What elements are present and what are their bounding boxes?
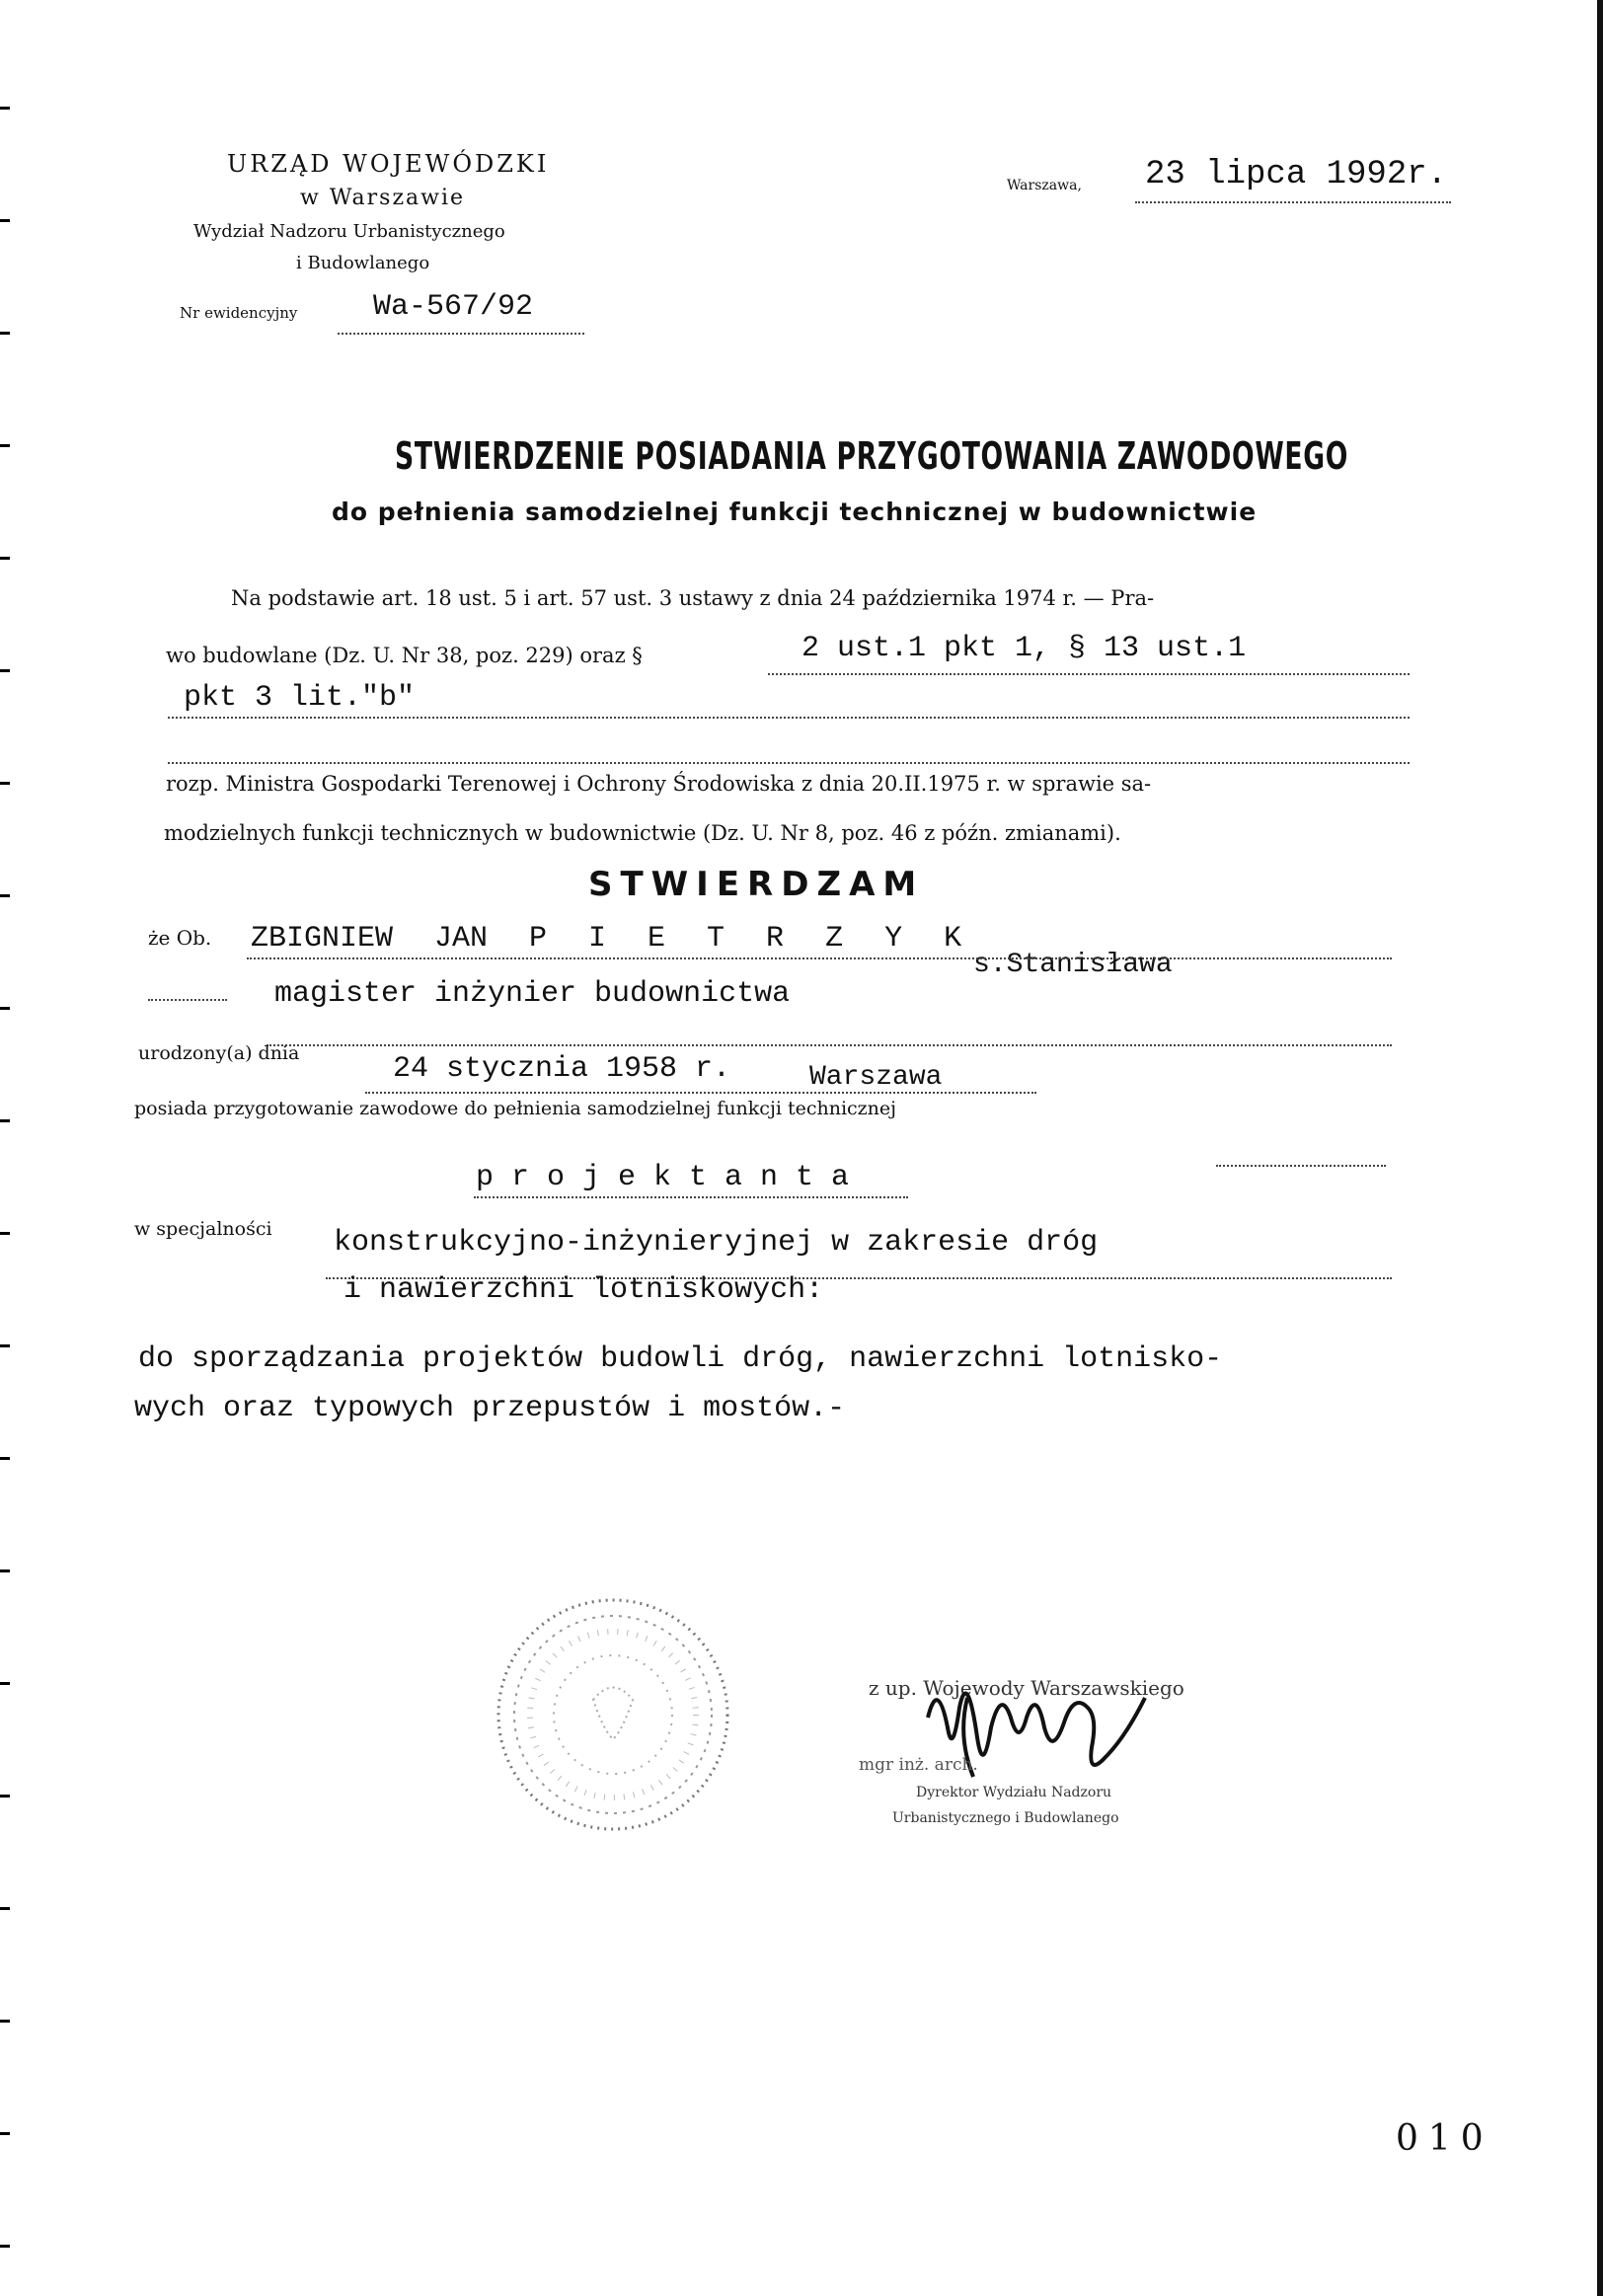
basis-line-2: wo budowlane (Dz. U. Nr 38, poz. 229) oraz §: [166, 644, 643, 667]
basis-line-1: Na podstawie art. 18 ust. 5 i art. 57 ust. 3 ustawy z dnia 24 października 1974 r. — Pra-: [231, 586, 1155, 610]
person-label: że Ob.: [148, 926, 212, 950]
scan-edge: [1597, 0, 1603, 2296]
office-city: w Warszawie: [300, 186, 466, 210]
official-seal: [490, 1591, 736, 1838]
person-degree: magister inżynier budownictwa: [274, 977, 791, 1011]
basis-paragraph-ref-2: pkt 3 lit."b": [184, 681, 416, 715]
section-heading: STWIERDZAM: [588, 865, 925, 904]
specialty-label: w specjalności: [134, 1218, 272, 1240]
office-name: URZĄD WOJEWÓDZKI: [227, 150, 550, 178]
basis-paragraph-ref: 2 ust.1 pkt 1, § 13 ust.1: [802, 632, 1247, 665]
person-name: ZBIGNIEW JAN P I E T R Z Y K: [251, 922, 962, 956]
document-subtitle: do pełnienia samodzielnej funkcji technicznej w budownictwie: [332, 497, 1258, 526]
signature-line-4: Urbanistycznego i Budowlanego: [892, 1810, 1119, 1826]
birth-date: 24 stycznia 1958 r.: [393, 1052, 731, 1086]
signature-line-3: Dyrektor Wydziału Nadzoru: [916, 1785, 1112, 1800]
page-number: 010: [1396, 2118, 1493, 2159]
signature-line-1: z up. Wojewody Warszawskiego: [869, 1676, 1184, 1700]
registry-label: Nr ewidencyjny: [180, 304, 298, 322]
signature-line-2: mgr inż. arch.: [859, 1755, 978, 1775]
date-value: 23 lipca 1992r.: [1145, 156, 1448, 193]
person-parent: s.Stanisława: [973, 950, 1173, 980]
office-department-2: i Budowlanego: [296, 253, 430, 273]
specialty-line-2: i nawierzchni lotniskowych:: [344, 1273, 824, 1307]
date-place: Warszawa,: [1007, 178, 1082, 193]
handwritten-signature: [908, 1658, 1224, 1797]
function-intro: posiada przygotowanie zawodowe do pełnienia samodzielnej funkcji technicznej: [134, 1098, 897, 1119]
scope-line-1: do sporządzania projektów budowli dróg, nawierzchni lotnisko-: [138, 1342, 1223, 1376]
function-role: p r o j e k t a n t a: [476, 1161, 850, 1194]
office-department: Wydział Nadzoru Urbanistycznego: [193, 221, 505, 242]
registry-number: Wa-567/92: [373, 290, 534, 324]
document-title: STWIERDZENIE POSIADANIA PRZYGOTOWANIA ZAWODOWEGO: [395, 434, 1349, 478]
scope-line-2: wych oraz typowych przepustów i mostów.-: [134, 1392, 846, 1425]
basis-line-4: rozp. Ministra Gospodarki Terenowej i Ochrony Środowiska z dnia 20.II.1975 r. w sprawie sa-: [166, 772, 1152, 796]
birth-place: Warszawa: [809, 1062, 943, 1093]
basis-line-5: modzielnych funkcji technicznych w budownictwie (Dz. U. Nr 8, poz. 46 z późn. zmianami).: [164, 821, 1121, 845]
specialty-line-1: konstrukcyjno-inżynieryjnej w zakresie dróg: [334, 1226, 1099, 1260]
birth-label: urodzony(a) dnia: [138, 1042, 300, 1064]
